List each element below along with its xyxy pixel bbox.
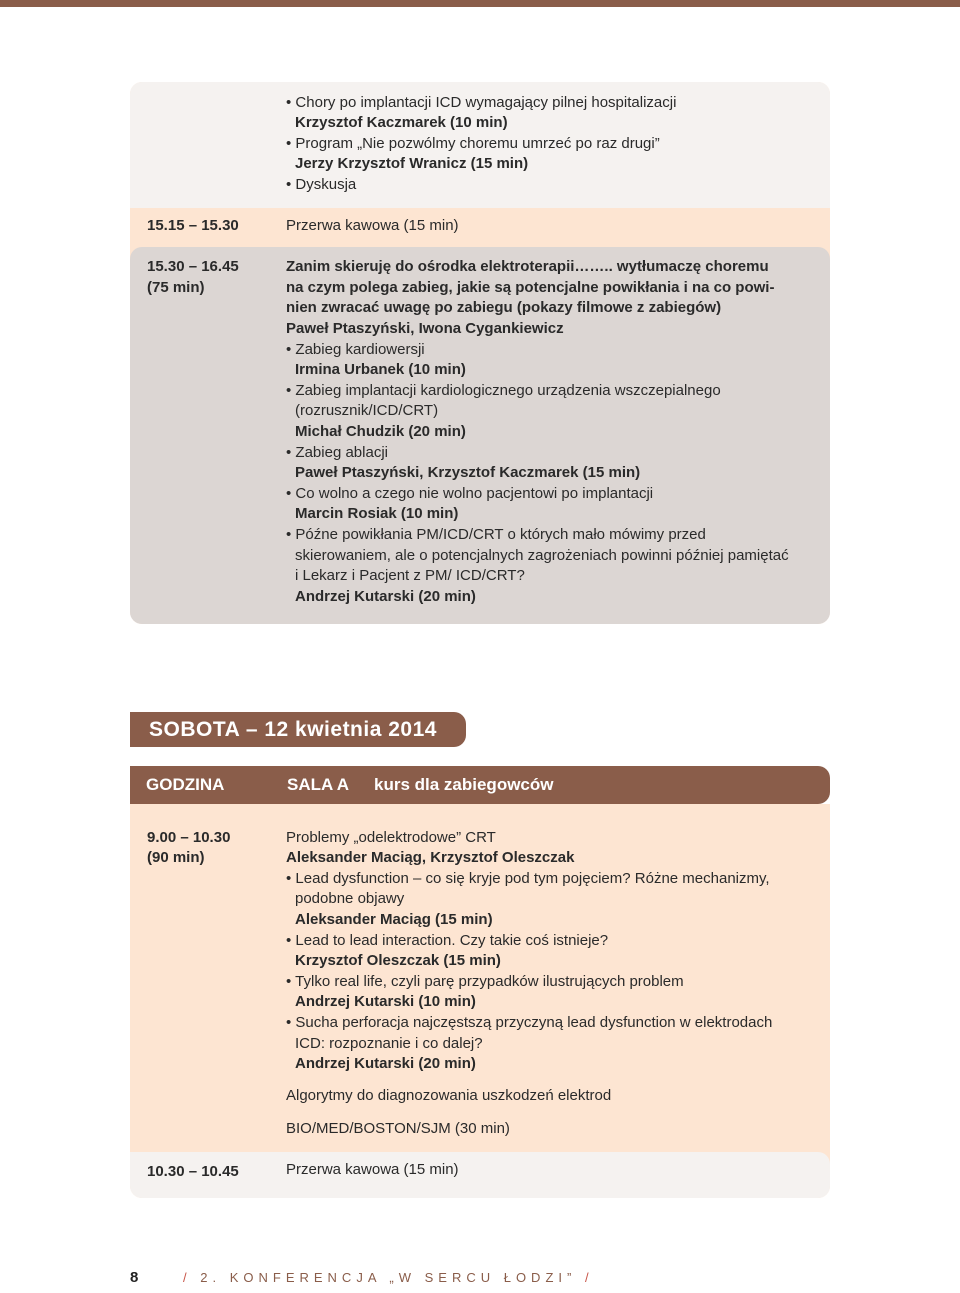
session-item: • Dyskusja bbox=[286, 175, 356, 195]
speaker: Krzysztof Oleszczak (15 min) bbox=[295, 952, 501, 969]
session-title: na czym polega zabieg, jakie są potencjalne powikłania i na co powi- bbox=[286, 279, 775, 296]
speaker: Irmina Urbanek (10 min) bbox=[295, 361, 466, 378]
header-time: GODZINA bbox=[146, 775, 225, 794]
page-number: 8 bbox=[130, 1269, 139, 1286]
session-item: • Co wolno a czego nie wolno pacjentowi po implantacji bbox=[286, 484, 653, 504]
session-duration: (75 min) bbox=[147, 279, 205, 296]
header-course: kurs dla zabiegowców bbox=[374, 775, 554, 794]
speaker: Andrzej Kutarski (20 min) bbox=[295, 1055, 476, 1072]
conference-name bbox=[183, 1268, 594, 1288]
divider-slash: / bbox=[584, 1270, 594, 1285]
speaker: Andrzej Kutarski (10 min) bbox=[295, 993, 476, 1010]
session-title: Zanim skieruję do ośrodka elektroterapii…….. wytłumaczę choremu bbox=[286, 258, 769, 275]
speaker: Andrzej Kutarski (20 min) bbox=[295, 588, 476, 605]
session-title: Problemy „odelektrodowe” CRT bbox=[286, 829, 496, 846]
header-room: SALA A bbox=[287, 775, 350, 794]
session-item: Algorytmy do diagnozowania uszkodzeń elektrod bbox=[286, 1087, 612, 1104]
session-duration: (90 min) bbox=[147, 849, 205, 866]
session-chairs: Aleksander Maciąg, Krzysztof Oleszczak bbox=[286, 849, 575, 866]
speaker: Aleksander Maciąg (15 min) bbox=[295, 911, 493, 928]
session-item: • Zabieg implantacji kardiologicznego urządzenia wszczepialnego bbox=[286, 381, 721, 401]
session-item: • Zabieg kardiowersji bbox=[286, 340, 425, 360]
session-chairs: Paweł Ptaszyński, Iwona Cygankiewicz bbox=[286, 320, 564, 337]
speaker: Paweł Ptaszyński, Krzysztof Kaczmarek (15 min) bbox=[295, 464, 641, 481]
session-item: • Lead to lead interaction. Czy takie coś istnieje? bbox=[286, 931, 608, 951]
session-item-continued: ICD: rozpoznanie i co dalej? bbox=[295, 1035, 483, 1052]
table-header bbox=[130, 766, 830, 804]
speaker: Jerzy Krzysztof Wranicz (15 min) bbox=[295, 155, 529, 172]
speaker: Marcin Rosiak (10 min) bbox=[295, 505, 459, 522]
divider-slash: / bbox=[183, 1270, 192, 1285]
break-label: Przerwa kawowa (15 min) bbox=[286, 1161, 459, 1178]
day-heading: SOBOTA – 12 kwietnia 2014 bbox=[130, 712, 466, 747]
session-item: • Chory po implantacji ICD wymagający pilnej hospitalizacji bbox=[286, 93, 676, 113]
session-item: • Zabieg ablacji bbox=[286, 443, 388, 463]
session-time: 9.00 – 10.30 bbox=[147, 829, 231, 846]
break-time: 15.15 – 15.30 bbox=[147, 217, 239, 234]
conference-title: 2. KONFERENCJA „W SERCU ŁODZI” bbox=[200, 1270, 577, 1285]
session-title: nien zwracać uwagę po zabiegu (pokazy filmowe z zabiegów) bbox=[286, 299, 722, 316]
session-item: • Sucha perforacja najczęstszą przyczyną lead dysfunction w elektrodach bbox=[286, 1013, 772, 1033]
session-item: • Tylko real life, czyli parę przypadków ilustrujących problem bbox=[286, 972, 684, 992]
speaker: Michał Chudzik (20 min) bbox=[295, 423, 466, 440]
break-time: 10.30 – 10.45 bbox=[147, 1163, 239, 1180]
session-item-continued: skierowaniem, ale o potencjalnych zagrożeniach powinni później pamiętać bbox=[295, 547, 789, 564]
session-item-continued: podobne objawy bbox=[295, 890, 405, 907]
session-item: • Lead dysfunction – co się kryje pod tym pojęciem? Różne mechanizmy, bbox=[286, 869, 770, 889]
speaker: Krzysztof Kaczmarek (10 min) bbox=[295, 114, 508, 131]
session-item: • Program „Nie pozwólmy choremu umrzeć po raz drugi” bbox=[286, 134, 660, 154]
session-item-continued: i Lekarz i Pacjent z PM/ ICD/CRT? bbox=[295, 567, 525, 584]
session-item: • Późne powikłania PM/ICD/CRT o których mało mówimy przed bbox=[286, 525, 706, 545]
break-label: Przerwa kawowa (15 min) bbox=[286, 217, 459, 234]
session-time: 15.30 – 16.45 bbox=[147, 258, 239, 275]
session-item-continued: (rozrusznik/ICD/CRT) bbox=[295, 402, 439, 419]
top-accent-bar bbox=[0, 0, 960, 7]
session-item: BIO/MED/BOSTON/SJM (30 min) bbox=[286, 1120, 510, 1137]
